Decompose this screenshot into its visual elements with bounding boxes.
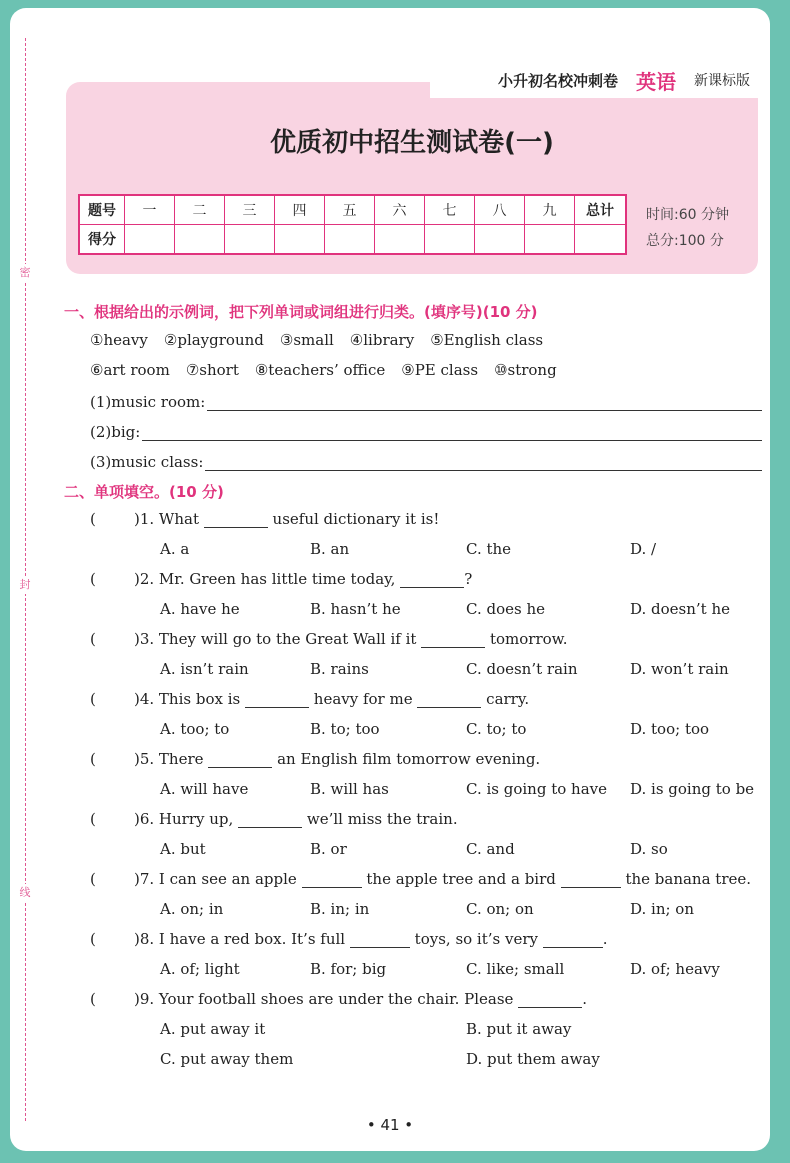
option-d[interactable]: D. / bbox=[630, 540, 657, 558]
question-text: )6. Hurry up, bbox=[134, 810, 234, 828]
question-text: ? bbox=[464, 570, 473, 588]
answer-paren[interactable]: ( bbox=[90, 810, 96, 828]
page-title: 优质初中招生测试卷(一) bbox=[270, 128, 554, 158]
score-input-cell[interactable] bbox=[375, 225, 425, 255]
edition-name: 新课标版 bbox=[694, 73, 750, 89]
question-text: )5. There bbox=[134, 750, 204, 768]
question-text: )9. Your football shoes are under the chair. Please bbox=[134, 990, 514, 1008]
word-list-row1 bbox=[90, 331, 543, 349]
answer-paren[interactable]: ( bbox=[90, 750, 96, 768]
option-c[interactable]: C. to; to bbox=[466, 720, 527, 738]
answer-paren[interactable]: ( bbox=[90, 630, 96, 648]
option-b[interactable]: B. or bbox=[310, 840, 347, 858]
fill-label: (3)music class: bbox=[90, 453, 204, 471]
option-b[interactable]: B. for; big bbox=[310, 960, 387, 978]
section1-title: 一、根据给出的示例词，把下列单词或词组进行归类。(填序号)(10 分) bbox=[64, 303, 538, 321]
score-cell: 三 bbox=[225, 195, 275, 225]
word-item: ⑧teachers’ office bbox=[254, 361, 386, 379]
option-b[interactable]: B. hasn’t he bbox=[310, 600, 401, 618]
question-text: an English film tomorrow evening. bbox=[277, 750, 541, 768]
option-c[interactable]: C. is going to have bbox=[466, 780, 607, 798]
seal-mark-feng: 封 bbox=[16, 576, 34, 594]
option-d[interactable]: D. won’t rain bbox=[630, 660, 729, 678]
option-d[interactable]: D. is going to be bbox=[630, 780, 755, 798]
question-text: the banana tree. bbox=[625, 870, 752, 888]
question-blank bbox=[238, 811, 302, 828]
option-d[interactable]: D. so bbox=[630, 840, 668, 858]
option-a[interactable]: A. too; to bbox=[160, 720, 230, 738]
question-text: . bbox=[602, 930, 608, 948]
question-blank bbox=[543, 931, 603, 948]
option-a[interactable]: A. on; in bbox=[160, 900, 224, 918]
question-text: . bbox=[582, 990, 587, 1008]
answer-paren[interactable]: ( bbox=[90, 570, 96, 588]
question-7 bbox=[90, 870, 751, 888]
exam-total: 总分:100 分 bbox=[646, 233, 724, 249]
answer-paren[interactable]: ( bbox=[90, 690, 96, 708]
question-1 bbox=[90, 510, 439, 528]
option-b[interactable]: B. will has bbox=[310, 780, 389, 798]
score-input-cell[interactable] bbox=[225, 225, 275, 255]
question-6 bbox=[90, 810, 458, 828]
section2-title: 二、单项填空。(10 分) bbox=[64, 483, 224, 501]
question-blank bbox=[421, 631, 485, 648]
score-cell: 七 bbox=[425, 195, 475, 225]
answer-paren[interactable]: ( bbox=[90, 990, 96, 1008]
answer-blank[interactable] bbox=[205, 452, 762, 471]
option-c[interactable]: C. on; on bbox=[466, 900, 534, 918]
score-table-header-row bbox=[79, 195, 626, 225]
question-text: )3. They will go to the Great Wall if it bbox=[134, 630, 417, 648]
option-a[interactable]: A. of; light bbox=[160, 960, 240, 978]
word-item: ①heavy bbox=[90, 331, 148, 349]
score-cell: 一 bbox=[125, 195, 175, 225]
option-b[interactable]: B. put it away bbox=[466, 1020, 572, 1038]
subject-name: 英语 bbox=[636, 69, 676, 94]
score-input-cell[interactable] bbox=[425, 225, 475, 255]
answer-paren[interactable]: ( bbox=[90, 870, 96, 888]
question-5 bbox=[90, 750, 540, 768]
option-b[interactable]: B. to; too bbox=[310, 720, 380, 738]
option-c[interactable]: C. and bbox=[466, 840, 515, 858]
answer-blank[interactable] bbox=[142, 422, 762, 441]
answer-paren[interactable]: ( bbox=[90, 510, 96, 528]
option-c[interactable]: C. put away them bbox=[160, 1050, 294, 1068]
series-name: 小升初名校冲刺卷 bbox=[497, 71, 618, 90]
fill-line-1 bbox=[90, 392, 762, 411]
seal-mark-mi: 密 bbox=[16, 264, 34, 282]
score-table-score-row bbox=[79, 225, 626, 255]
option-d[interactable]: D. of; heavy bbox=[630, 960, 720, 978]
question-blank bbox=[417, 691, 481, 708]
question-blank bbox=[302, 871, 362, 888]
score-cell: 六 bbox=[375, 195, 425, 225]
question-9 bbox=[90, 990, 587, 1008]
option-c[interactable]: C. the bbox=[466, 540, 512, 558]
word-item: ③small bbox=[279, 331, 334, 349]
fill-line-3 bbox=[90, 452, 762, 471]
word-item: ⑨PE class bbox=[401, 361, 479, 379]
question-text: )7. I can see an apple bbox=[134, 870, 297, 888]
option-b[interactable]: B. rains bbox=[310, 660, 369, 678]
question-4 bbox=[90, 690, 529, 708]
exam-time: 时间:60 分钟 bbox=[646, 207, 729, 223]
question-blank bbox=[208, 751, 272, 768]
question-text: )4. This box is bbox=[134, 690, 241, 708]
word-item: ④library bbox=[349, 331, 415, 349]
option-c[interactable]: C. like; small bbox=[466, 960, 565, 978]
word-item: ⑦short bbox=[185, 361, 239, 379]
option-a[interactable]: A. have he bbox=[160, 600, 240, 618]
option-d[interactable]: D. doesn’t he bbox=[630, 600, 730, 618]
question-text: toys, so it’s very bbox=[414, 930, 538, 948]
question-blank bbox=[561, 871, 621, 888]
option-b[interactable]: B. an bbox=[310, 540, 350, 558]
score-input-cell[interactable] bbox=[475, 225, 525, 255]
question-blank bbox=[204, 511, 268, 528]
score-input-cell[interactable] bbox=[175, 225, 225, 255]
option-b[interactable]: B. in; in bbox=[310, 900, 370, 918]
option-a[interactable]: A. put away it bbox=[160, 1020, 266, 1038]
score-cell: 九 bbox=[525, 195, 575, 225]
answer-blank[interactable] bbox=[207, 392, 762, 411]
word-list-row2 bbox=[90, 361, 557, 379]
question-text: )8. I have a red box. It’s full bbox=[134, 930, 346, 948]
word-item: ⑤English class bbox=[430, 331, 544, 349]
question-text: tomorrow. bbox=[489, 630, 568, 648]
option-a[interactable]: A. will have bbox=[160, 780, 249, 798]
score-cell: 五 bbox=[325, 195, 375, 225]
question-2 bbox=[90, 570, 472, 588]
option-a[interactable]: A. isn’t rain bbox=[160, 660, 249, 678]
option-d[interactable]: D. in; on bbox=[630, 900, 694, 918]
question-blank bbox=[350, 931, 410, 948]
option-d[interactable]: D. too; too bbox=[630, 720, 710, 738]
fill-line-2 bbox=[90, 422, 762, 441]
score-input-cell[interactable] bbox=[275, 225, 325, 255]
score-cell: 八 bbox=[475, 195, 525, 225]
question-text: useful dictionary it is! bbox=[272, 510, 440, 528]
question-text: heavy for me bbox=[313, 690, 413, 708]
option-a[interactable]: A. a bbox=[160, 540, 190, 558]
option-c[interactable]: C. does he bbox=[466, 600, 545, 618]
answer-paren[interactable]: ( bbox=[90, 930, 96, 948]
option-d[interactable]: D. put them away bbox=[466, 1050, 600, 1068]
score-cell: 题号 bbox=[79, 195, 125, 225]
question-text: we’ll miss the train. bbox=[306, 810, 458, 828]
question-blank bbox=[518, 991, 582, 1008]
question-text: )1. What bbox=[134, 510, 199, 528]
fill-label: (1)music room: bbox=[90, 393, 206, 411]
question-3 bbox=[90, 630, 568, 648]
question-blank bbox=[245, 691, 309, 708]
fill-label: (2)big: bbox=[90, 423, 141, 441]
question-text: carry. bbox=[486, 690, 530, 708]
score-cell: 二 bbox=[175, 195, 225, 225]
option-c[interactable]: C. doesn’t rain bbox=[466, 660, 578, 678]
score-input-cell[interactable] bbox=[125, 225, 175, 255]
word-item: ⑥art room bbox=[90, 361, 170, 379]
score-cell: 总计 bbox=[575, 195, 627, 225]
seal-mark-xian: 线 bbox=[16, 884, 34, 902]
score-input-cell[interactable] bbox=[325, 225, 375, 255]
question-text: the apple tree and a bird bbox=[366, 870, 556, 888]
page-number: • 41 • bbox=[366, 1116, 414, 1134]
score-input-cell[interactable] bbox=[525, 225, 575, 255]
question-blank bbox=[400, 571, 464, 588]
option-a[interactable]: A. but bbox=[160, 840, 206, 858]
word-item: ②playground bbox=[163, 331, 264, 349]
series-banner bbox=[430, 62, 758, 98]
word-item: ⑩strong bbox=[494, 361, 557, 379]
question-8 bbox=[90, 930, 608, 948]
score-table bbox=[78, 194, 627, 255]
question-text: )2. Mr. Green has little time today, bbox=[134, 570, 396, 588]
score-cell: 四 bbox=[275, 195, 325, 225]
page bbox=[10, 8, 770, 1151]
score-label: 得分 bbox=[79, 225, 125, 255]
score-input-cell[interactable] bbox=[575, 225, 627, 255]
